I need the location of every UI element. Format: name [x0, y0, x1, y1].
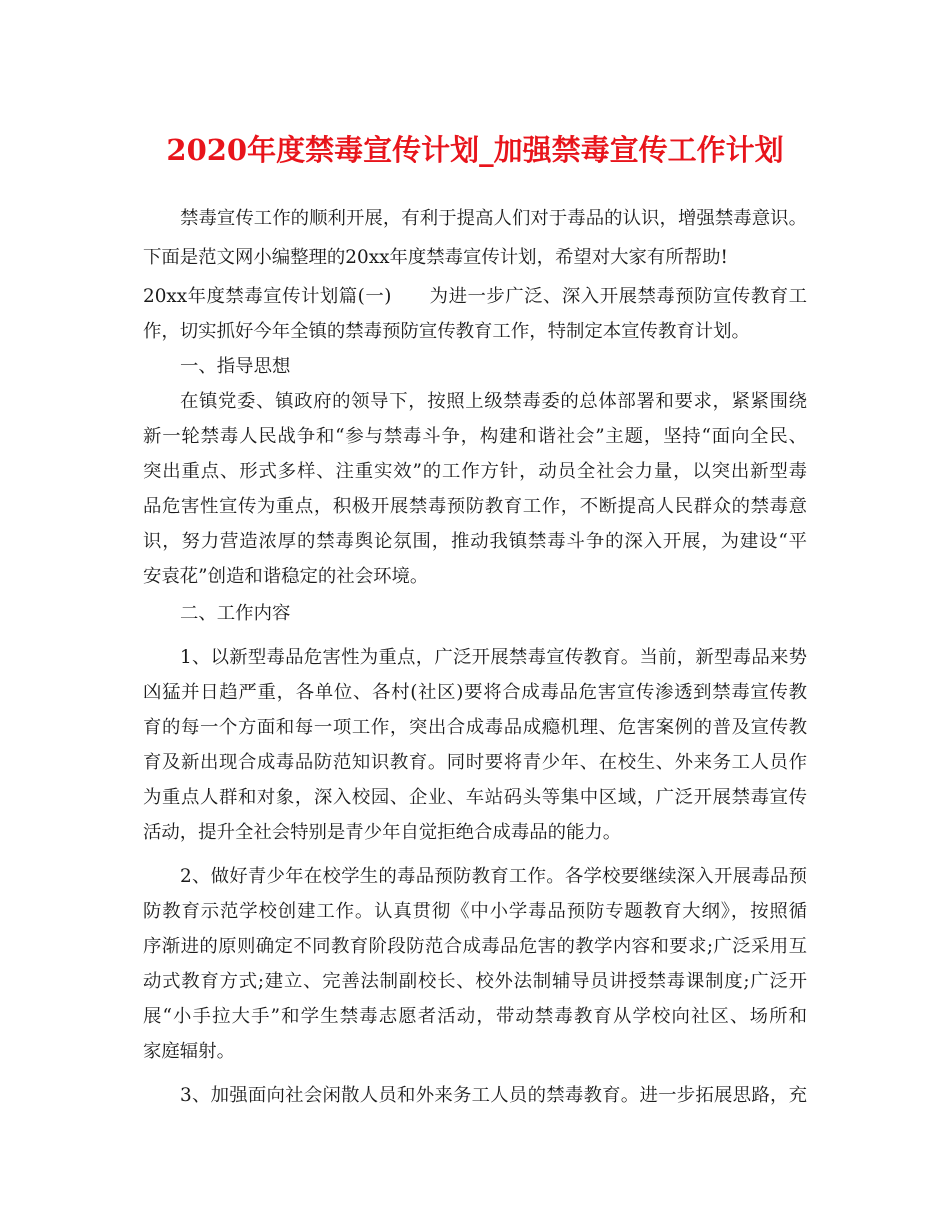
- paragraph-line: 为重点人群和对象，深入校园、企业、车站码头等集中区域，广泛开展禁毒宣传: [143, 787, 807, 808]
- paragraph-line: 安袁花”创造和谐稳定的社会环境。: [143, 566, 429, 587]
- paragraph-line: 突出重点、形式多样、注重实效”的工作方针，动员全社会力量，以突出新型毒: [143, 461, 807, 482]
- paragraph-line: 禁毒宣传工作的顺利开展，有利于提高人们对于毒品的认识，增强禁毒意识。: [180, 208, 807, 229]
- paragraph-line: 育及新出现合成毒品防范知识教育。同时要将青少年、在校生、外来务工人员作: [143, 752, 807, 773]
- paragraph-line: 序渐进的原则确定不同教育阶段防范合成毒品危害的教学内容和要求;广泛采用互: [143, 936, 807, 957]
- paragraph-line: 展“小手拉大手”和学生禁毒志愿者活动，带动禁毒教育从学校向社区、场所和: [143, 1006, 807, 1027]
- paragraph-line: 品危害性宣传为重点，积极开展禁毒预防教育工作，不断提高人民群众的禁毒意: [143, 496, 807, 517]
- paragraph-line: 1、以新型毒品危害性为重点，广泛开展禁毒宣传教育。当前，新型毒品来势: [180, 647, 807, 668]
- paragraph-line: 动式教育方式;建立、完善法制副校长、校外法制辅导员讲授禁毒课制度;广泛开: [143, 971, 807, 992]
- paragraph-line: 下面是范文网小编整理的20xx年度禁毒宣传计划，希望对大家有所帮助!: [143, 247, 728, 268]
- paragraph-line: 20xx年度禁毒宣传计划篇(一) 为进一步广泛、深入开展禁毒预防宣传教育工: [143, 286, 807, 307]
- section-heading: 二、工作内容: [180, 603, 291, 624]
- paragraph-line: 新一轮禁毒人民战争和“参与禁毒斗争，构建和谐社会”主题，坚持“面向全民、: [143, 426, 807, 447]
- paragraph-line: 凶猛并日趋严重，各单位、各村(社区)要将合成毒品危害宣传渗透到禁毒宣传教: [143, 682, 807, 703]
- section-heading: 一、指导思想: [180, 356, 291, 377]
- paragraph-line: 2、做好青少年在校学生的毒品预防教育工作。各学校要继续深入开展毒品预: [180, 866, 807, 887]
- document-title: 2020年度禁毒宣传计划_加强禁毒宣传工作计划: [166, 133, 784, 167]
- paragraph-line: 育的每一个方面和每一项工作，突出合成毒品成瘾机理、危害案例的普及宣传教: [143, 717, 807, 738]
- paragraph-line: 在镇党委、镇政府的领导下，按照上级禁毒委的总体部署和要求，紧紧围绕: [180, 391, 807, 412]
- paragraph-line: 作，切实抓好今年全镇的禁毒预防宣传教育工作，特制定本宣传教育计划。: [143, 321, 750, 342]
- paragraph-line: 家庭辐射。: [143, 1041, 235, 1062]
- paragraph-line: 3、加强面向社会闲散人员和外来务工人员的禁毒教育。进一步拓展思路，充: [180, 1085, 807, 1106]
- paragraph-line: 活动，提升全社会特别是青少年自觉拒绝合成毒品的能力。: [143, 822, 622, 843]
- paragraph-line: 防教育示范学校创建工作。认真贯彻《中小学毒品预防专题教育大纲》，按照循: [143, 901, 807, 922]
- paragraph-line: 识，努力营造浓厚的禁毒舆论氛围，推动我镇禁毒斗争的深入开展，为建设“平: [143, 531, 807, 552]
